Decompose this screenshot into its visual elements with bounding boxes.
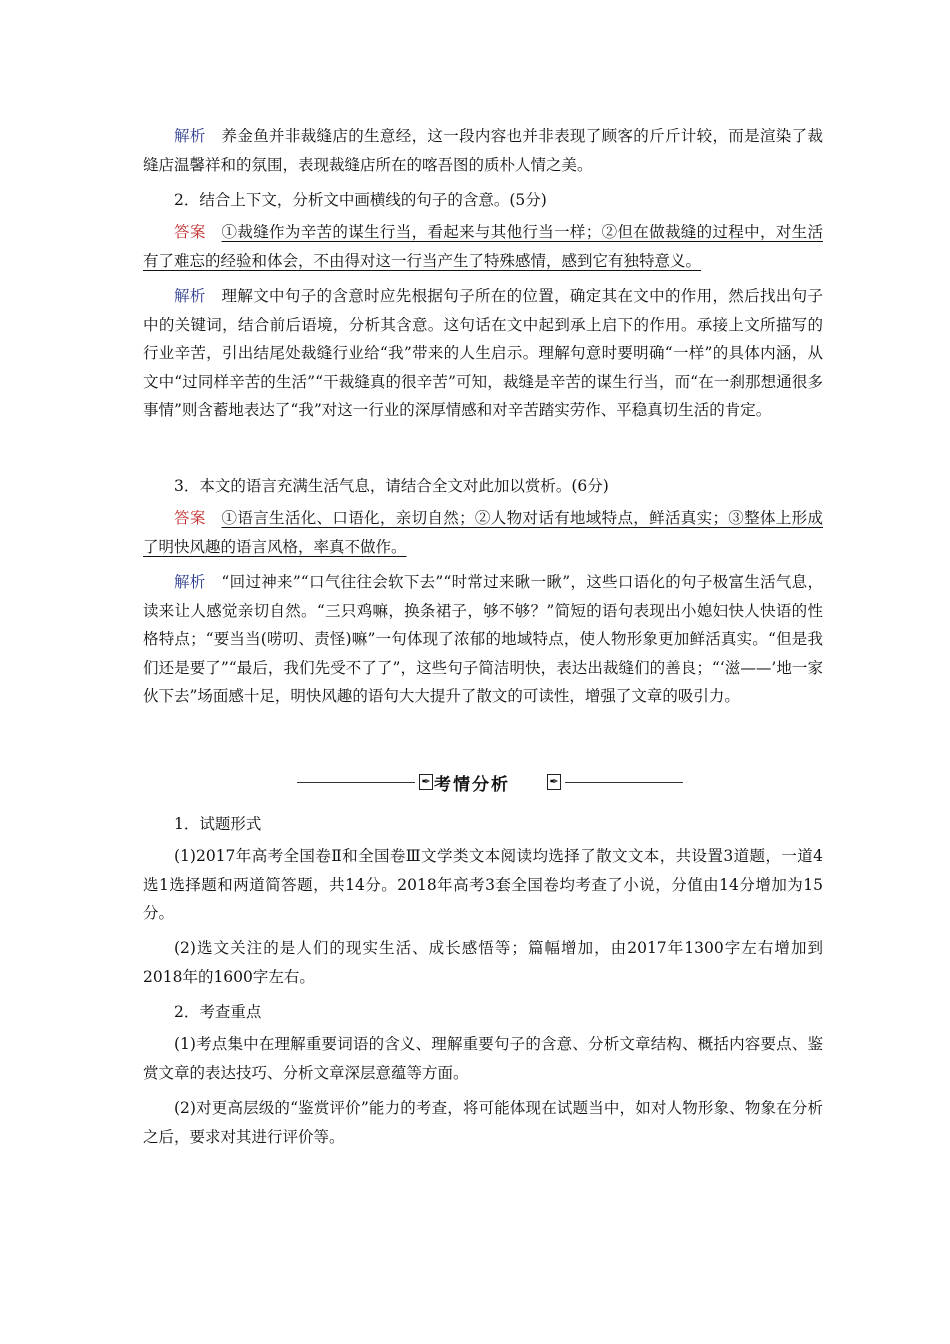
pen-icon: ✒ [419, 774, 433, 790]
analysis-paragraph-1 [143, 122, 823, 179]
answer-tag: 答案 [174, 223, 206, 241]
answer-text: ①裁缝作为辛苦的谋生行当，看起来与其他行当一样；②但在做裁缝的过程中，对生活有了难忘的经验和体会，不由得对这一行当产生了特殊感情，感到它有独特意义。 [143, 223, 823, 270]
analysis-tag: 解析 [174, 127, 206, 145]
divider-line-right [565, 782, 683, 783]
section-heading-2: 2．考查重点 [174, 1003, 262, 1021]
analysis-paragraph-3 [143, 568, 823, 711]
analysis-tag: 解析 [174, 287, 206, 305]
section-title: 考情分析 [434, 775, 510, 795]
analysis-paragraph-2 [143, 282, 823, 425]
analysis-tag: 解析 [174, 573, 206, 591]
exam-format-point-2: (2)选文关注的是人们的现实生活、成长感悟等；篇幅增加，由2017年1300字左右增加到2018年的1600字左右。 [143, 939, 823, 986]
answer-paragraph-3 [143, 504, 823, 561]
exam-focus-point-2: (2)对更高层级的“鉴赏评价”能力的考查，将可能体现在试题当中，如对人物形象、物象在分析之后，要求对其进行评价等。 [143, 1099, 823, 1146]
answer-paragraph-2 [143, 218, 823, 275]
answer-text: ①语言生活化、口语化，亲切自然；②人物对话有地域特点，鲜活真实；③整体上形成了明快风趣的语言风格，率真不做作。 [143, 509, 823, 556]
section-divider [297, 772, 683, 794]
question-3: 3．本文的语言充满生活气息，请结合全文对此加以赏析。(6分) [174, 477, 609, 495]
exam-focus-point-1: (1)考点集中在理解重要词语的含义、理解重要句子的含意、分析文章结构、概括内容要点、鉴赏文章的表达技巧、分析文章深层意蕴等方面。 [143, 1035, 823, 1082]
analysis-text: 理解文中句子的含意时应先根据句子所在的位置，确定其在文中的作用，然后找出句子中的关键词，结合前后语境，分析其含意。这句话在文中起到承上启下的作用。承接上文所描写的行业辛苦，引出结尾处裁缝行业给“我”带来的人生启示。理解句意时要明确“一样”的具体内涵，从文中“过同样辛苦的生活”“干裁缝真的很辛苦”可知，裁缝是辛苦的谋生行当，而“在一刹那想通很多事情”则含蓄地表达了“我”对这一行业的深厚情感和对辛苦踏实劳作、平稳真切生活的肯定。 [143, 287, 823, 420]
answer-tag: 答案 [174, 509, 206, 527]
question-2: 2．结合上下文，分析文中画横线的句子的含意。(5分) [174, 191, 547, 209]
section-heading-1: 1．试题形式 [174, 815, 262, 833]
pen-icon: ✒ [547, 774, 561, 790]
divider-line-left [297, 782, 415, 783]
analysis-text: 养金鱼并非裁缝店的生意经，这一段内容也并非表现了顾客的斤斤计较，而是渲染了裁缝店温馨祥和的氛围，表现裁缝店所在的喀吾图的质朴人情之美。 [143, 127, 823, 174]
exam-format-point-1: (1)2017年高考全国卷Ⅱ和全国卷Ⅲ文学类文本阅读均选择了散文文本，共设置3道题，一道4选1选择题和两道简答题，共14分。2018年高考3套全国卷均考查了小说，分值由14分增加为15分。 [143, 847, 823, 923]
analysis-text: “回过神来”“口气往往会软下去”“时常过来瞅一瞅”，这些口语化的句子极富生活气息，读来让人感觉亲切自然。“三只鸡嘛，换条裙子，够不够？”简短的语句表现出小媳妇快人快语的性格特点；“要当当(唠叨、责怪)嘛”一句体现了浓郁的地域特点，使人物形象更加鲜活真实。“但是我们还是要了”“最后，我们先受不了了”，这些句子简洁明快，表达出裁缝们的善良；“‘滋——’地一家伙下去”场面感十足，明快风趣的语句大大提升了散文的可读性，增强了文章的吸引力。 [143, 573, 823, 706]
